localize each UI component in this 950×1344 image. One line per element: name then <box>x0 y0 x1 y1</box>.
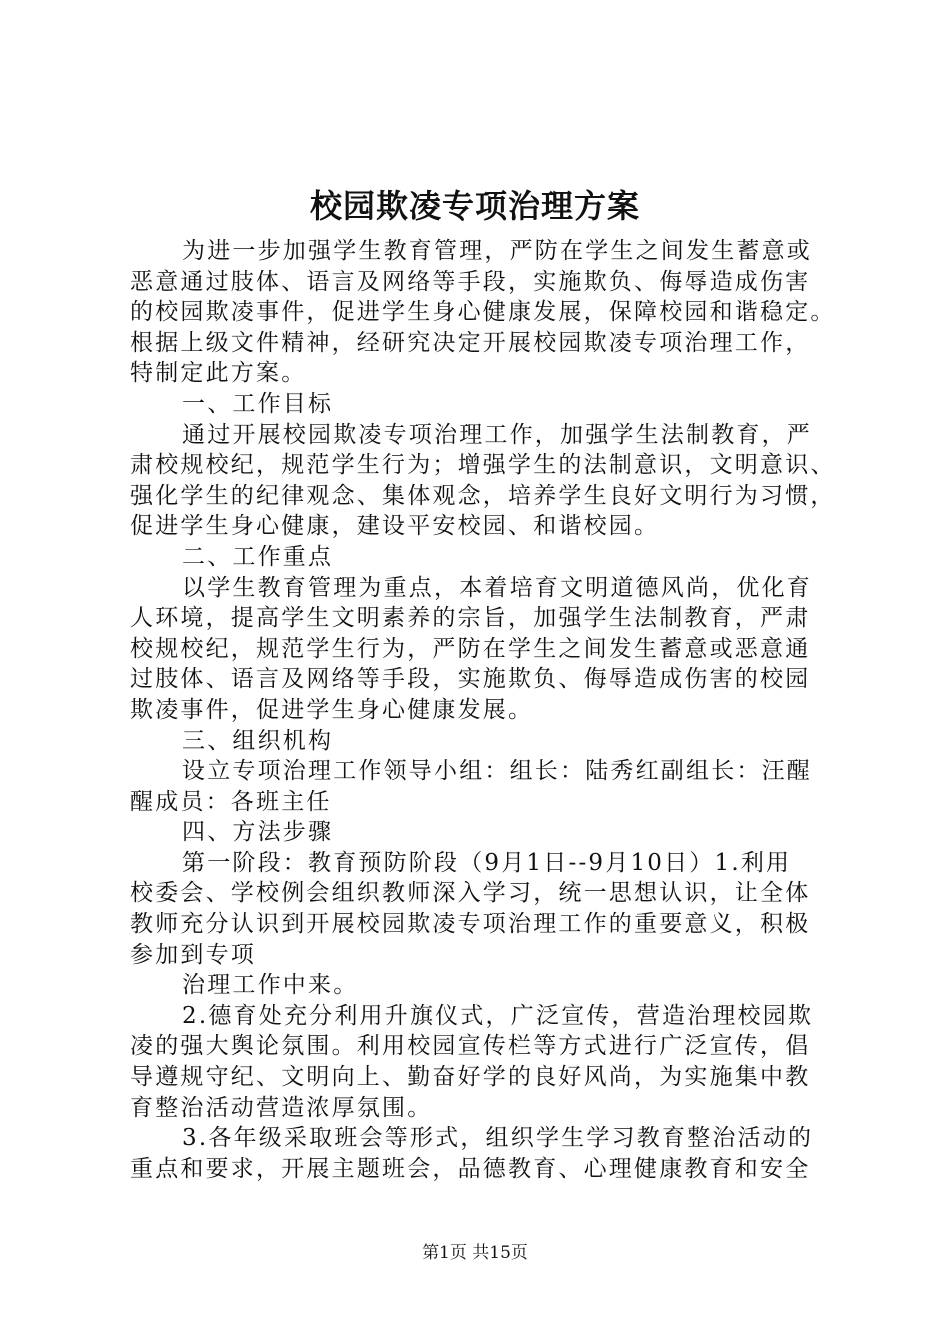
body-line: 以学生教育管理为重点，本着培育文明道德风尚，优化育 <box>182 574 812 601</box>
body-line: 三、组织机构 <box>182 727 334 754</box>
body-line: 的校园欺凌事件，促进学生身心健康发展，保障校园和谐稳定。 <box>130 299 836 326</box>
document-title: 校园欺凌专项治理方案 <box>309 187 640 225</box>
body-line: 教师充分认识到开展校园欺凌专项治理工作的重要意义，积极 <box>130 911 811 938</box>
body-line: 醒成员：各班主任 <box>130 788 332 815</box>
body-line: 特制定此方案。 <box>130 360 307 387</box>
body-line: 参加到专项 <box>130 941 256 968</box>
body-line: 凌的强大舆论氛围。利用校园宣传栏等方式进行广泛宣传，倡 <box>130 1033 811 1060</box>
body-line: 过肢体、语言及网络等手段，实施欺负、侮辱造成伤害的校园 <box>130 666 811 693</box>
body-line: 欺凌事件，促进学生身心健康发展。 <box>130 696 534 723</box>
body-line: 治理工作中来。 <box>182 972 359 999</box>
body-line: 一、工作目标 <box>182 390 334 417</box>
body-line: 通过开展校园欺凌专项治理工作，加强学生法制教育，严 <box>182 421 812 448</box>
body-line: 四、方法步骤 <box>182 819 334 846</box>
body-line: 第一阶段：教育预防阶段（9月1日--9月10日）1.利用 <box>182 849 792 876</box>
body-line: 校规校纪，规范学生行为，严防在学生之间发生蓄意或恶意通 <box>130 635 811 662</box>
body-line: 根据上级文件精神，经研究决定开展校园欺凌专项治理工作， <box>130 329 811 356</box>
body-line: 3.各年级采取班会等形式，组织学生学习教育整治活动的 <box>182 1125 814 1152</box>
body-line: 设立专项治理工作领导小组：组长：陆秀红副组长：汪醒 <box>182 758 812 785</box>
body-line: 促进学生身心健康，建设平安校园、和谐校园。 <box>130 513 660 540</box>
body-line: 二、工作重点 <box>182 543 334 570</box>
body-line: 恶意通过肢体、语言及网络等手段，实施欺负、侮辱造成伤害 <box>130 268 811 295</box>
body-line: 肃校规校纪，规范学生行为；增强学生的法制意识，文明意识、 <box>130 452 836 479</box>
body-line: 导遵规守纪、文明向上、勤奋好学的良好风尚，为实施集中教 <box>130 1064 811 1091</box>
body-line: 为进一步加强学生教育管理，严防在学生之间发生蓄意或 <box>182 238 812 264</box>
document-body <box>130 236 850 1184</box>
body-line: 人环境，提高学生文明素养的宗旨，加强学生法制教育，严肃 <box>130 605 811 632</box>
body-line: 校委会、学校例会组织教师深入学习，统一思想认识，让全体 <box>130 880 811 907</box>
body-line: 2.德育处充分利用升旗仪式，广泛宣传，营造治理校园欺 <box>182 1002 814 1029</box>
page-footer: 第1页 共15页 <box>422 1243 528 1263</box>
body-line: 重点和要求，开展主题班会，品德教育、心理健康教育和安全 <box>130 1155 811 1182</box>
body-line: 育整治活动营造浓厚氛围。 <box>130 1094 433 1121</box>
body-line: 强化学生的纪律观念、集体观念，培养学生良好文明行为习惯， <box>130 482 836 509</box>
